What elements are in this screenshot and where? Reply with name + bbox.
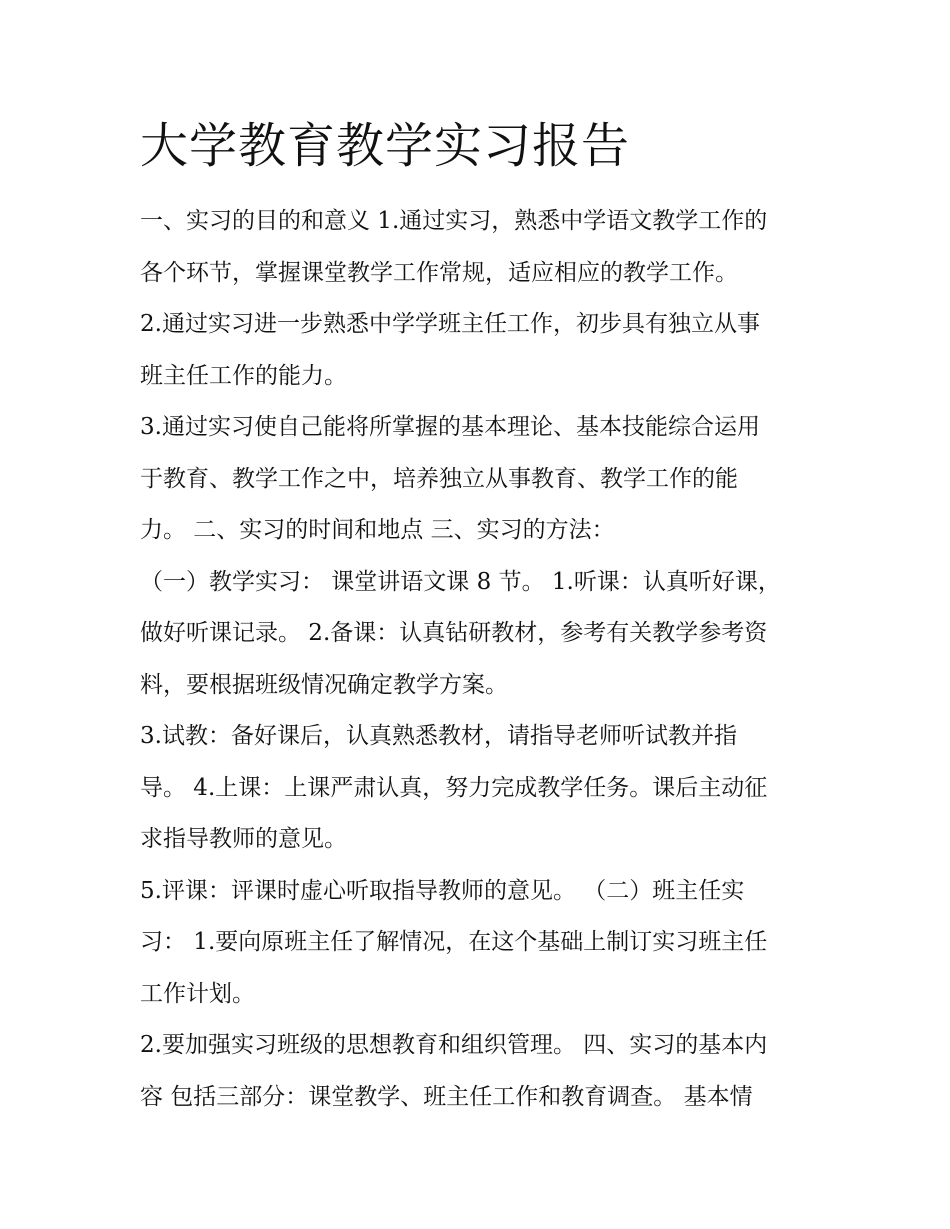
body-line: 3.通过实习使自己能将所掌握的基本理论、基本技能综合运用 bbox=[140, 414, 760, 440]
body-line: 力。 二、实习的时间和地点 三、实习的方法： bbox=[140, 517, 615, 543]
body-line: 工作计划。 bbox=[140, 980, 255, 1007]
body-line: 5.评课：评课时虚心听取指导教师的意见。 （二）班主任实 bbox=[140, 877, 745, 904]
body-line: 料，要根据班级情况确定教学方案。 bbox=[140, 671, 508, 698]
body-line: 一、实习的目的和意义 1.通过实习，熟悉中学语文教学工作的 bbox=[140, 208, 768, 234]
document-body bbox=[140, 196, 820, 1123]
body-line: 2.要加强实习班级的思想教育和组织管理。 四、实习的基本内 bbox=[140, 1032, 768, 1058]
body-line: 习： 1.要向原班主任了解情况，在这个基础上制订实习班主任 bbox=[140, 929, 768, 955]
body-line: 班主任工作的能力。 bbox=[140, 362, 347, 389]
body-line: 各个环节，掌握课堂教学工作常规，适应相应的教学工作。 bbox=[140, 259, 738, 286]
body-line: （一）教学实习： 课堂讲语文课 8 节。 1.听课：认真听好课， bbox=[140, 568, 781, 595]
body-line: 容 包括三部分：课堂教学、班主任工作和教育调查。 基本情 bbox=[140, 1083, 753, 1110]
body-line: 求指导教师的意见。 bbox=[140, 826, 347, 852]
document-title: 大学教育教学实习报告 bbox=[140, 118, 631, 174]
body-line: 3.试教：备好课后，认真熟悉教材，请指导老师听试教并指 bbox=[140, 723, 737, 749]
body-line: 导。 4.上课：上课严肃认真，努力完成教学任务。课后主动征 bbox=[140, 774, 768, 801]
body-line: 于教育、教学工作之中，培养独立从事教育、教学工作的能 bbox=[140, 465, 738, 492]
body-line: 2.通过实习进一步熟悉中学学班主任工作，初步具有独立从事 bbox=[140, 311, 760, 337]
body-line: 做好听课记录。 2.备课：认真钻研教材，参考有关教学参考资 bbox=[140, 620, 768, 646]
